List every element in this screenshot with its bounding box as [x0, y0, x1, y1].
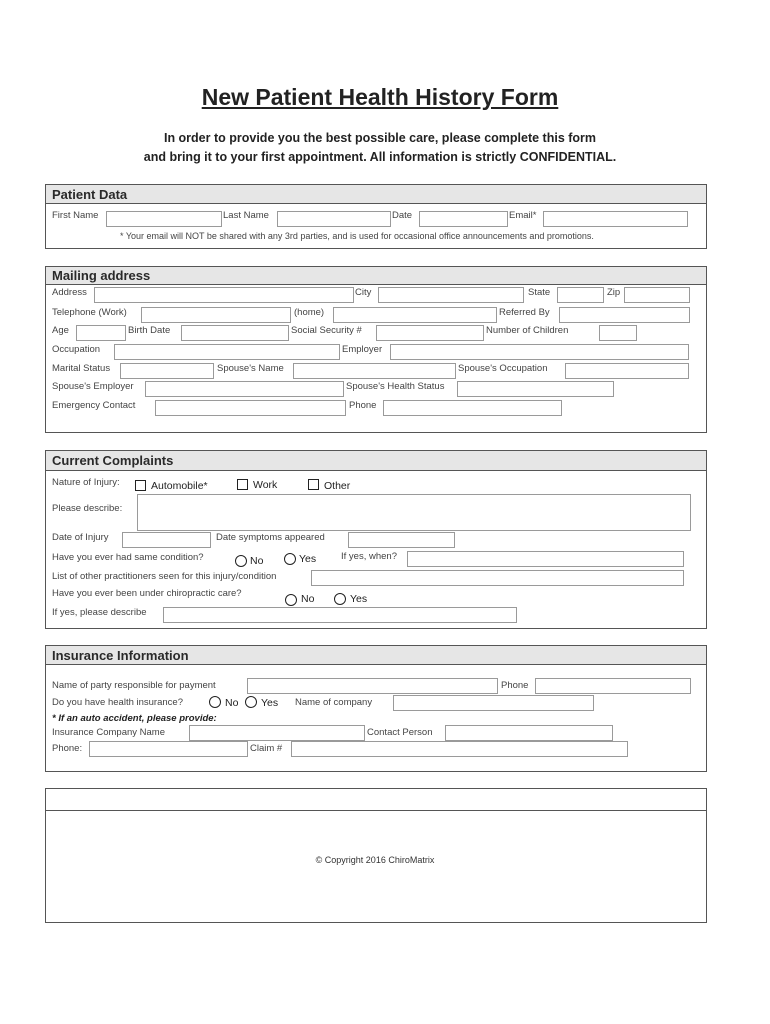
- spouse-employer-field[interactable]: [145, 381, 344, 397]
- employer-field[interactable]: [390, 344, 689, 360]
- spouse-name-label: Spouse's Name: [217, 363, 284, 374]
- first-name-field[interactable]: [106, 211, 222, 227]
- describe-field[interactable]: [137, 494, 691, 531]
- occupation-label: Occupation: [52, 344, 101, 355]
- referred-by-field[interactable]: [559, 307, 690, 323]
- employer-label: Employer: [342, 344, 383, 355]
- chiropractic-no-radio[interactable]: [285, 594, 297, 606]
- automobile-checkbox[interactable]: [135, 480, 146, 491]
- email-note: * Your email will NOT be shared with any 3rd parties, and is used for occasional office announcements and promotions.: [120, 231, 594, 241]
- work-label: Work: [253, 479, 278, 491]
- birth-date-field[interactable]: [181, 325, 289, 341]
- ssn-label: Social Security #: [291, 325, 362, 336]
- spouse-occupation-field[interactable]: [565, 363, 689, 379]
- birth-date-label: Birth Date: [128, 325, 171, 336]
- date-symptoms-field[interactable]: [348, 532, 455, 548]
- copyright-text: © Copyright 2016 ChiroMatrix: [315, 855, 435, 865]
- spouse-health-label: Spouse's Health Status: [346, 381, 445, 392]
- section-header-complaints: Current Complaints: [46, 451, 706, 471]
- health-insurance-no-label: No: [225, 697, 239, 709]
- insurance-company-field[interactable]: [189, 725, 365, 741]
- insurance-phone-label: Phone: [501, 680, 529, 691]
- emergency-contact-field[interactable]: [155, 400, 346, 416]
- marital-status-label: Marital Status: [52, 363, 111, 374]
- health-insurance-yes-label: Yes: [261, 697, 279, 709]
- page-title: New Patient Health History Form: [201, 84, 559, 110]
- date-symptoms-label: Date symptoms appeared: [216, 532, 325, 543]
- nature-of-injury-label: Nature of Injury:: [52, 477, 120, 488]
- patient-data-section: [45, 184, 707, 249]
- chiropractic-yes-radio[interactable]: [334, 593, 346, 605]
- same-condition-yes-label: Yes: [299, 553, 317, 565]
- responsible-party-label: Name of party responsible for payment: [52, 680, 216, 691]
- last-name-label: Last Name: [223, 210, 269, 221]
- city-field[interactable]: [378, 287, 524, 303]
- state-label: State: [528, 287, 551, 298]
- if-yes-describe-label: If yes, please describe: [52, 607, 147, 618]
- spouse-name-field[interactable]: [293, 363, 456, 379]
- zip-field[interactable]: [624, 287, 690, 303]
- chiropractic-care-label: Have you ever been under chiropractic care?: [52, 588, 242, 599]
- phone-colon-label: Phone:: [52, 743, 83, 754]
- if-yes-when-field[interactable]: [407, 551, 684, 567]
- date-label: Date: [392, 210, 413, 221]
- date-field[interactable]: [419, 211, 508, 227]
- responsible-party-field[interactable]: [247, 678, 498, 694]
- footer-header-bar: [46, 789, 706, 811]
- spouse-health-field[interactable]: [457, 381, 614, 397]
- ssn-field[interactable]: [376, 325, 484, 341]
- health-insurance-yes-radio[interactable]: [245, 696, 257, 708]
- insurance-company-label: Insurance Company Name: [52, 727, 165, 738]
- chiropractic-no-label: No: [301, 593, 315, 605]
- section-header-insurance: Insurance Information: [46, 646, 706, 665]
- insurance-phone-field[interactable]: [535, 678, 691, 694]
- insurance-contact-phone-field[interactable]: [89, 741, 248, 757]
- spouse-occupation-label: Spouse's Occupation: [458, 363, 548, 374]
- age-field[interactable]: [76, 325, 126, 341]
- marital-status-field[interactable]: [120, 363, 214, 379]
- other-label: Other: [324, 480, 351, 492]
- referred-by-label: Referred By: [499, 307, 550, 318]
- current-complaints-section: [45, 450, 707, 629]
- practitioners-field[interactable]: [311, 570, 684, 586]
- health-insurance-label: Do you have health insurance?: [52, 697, 183, 708]
- home-phone-field[interactable]: [333, 307, 497, 323]
- automobile-label: Automobile*: [151, 480, 208, 492]
- email-label: Email*: [509, 210, 537, 221]
- intro-line-1: In order to provide you the best possible care, please complete this form: [163, 131, 597, 145]
- work-checkbox[interactable]: [237, 479, 248, 490]
- company-name-label: Name of company: [295, 697, 373, 708]
- zip-label: Zip: [607, 287, 621, 298]
- same-condition-no-radio[interactable]: [235, 555, 247, 567]
- telephone-work-field[interactable]: [141, 307, 291, 323]
- city-label: City: [355, 287, 372, 298]
- claim-label: Claim #: [250, 743, 283, 754]
- health-insurance-no-radio[interactable]: [209, 696, 221, 708]
- insurance-section: [45, 645, 707, 772]
- please-describe-label: Please describe:: [52, 503, 123, 514]
- date-of-injury-label: Date of Injury: [52, 532, 109, 543]
- same-condition-no-label: No: [250, 555, 264, 567]
- num-children-field[interactable]: [599, 325, 637, 341]
- num-children-label: Number of Children: [486, 325, 569, 336]
- address-field[interactable]: [94, 287, 354, 303]
- age-label: Age: [52, 325, 69, 336]
- phone-label: Phone: [349, 400, 377, 411]
- same-condition-label: Have you ever had same condition?: [52, 552, 204, 563]
- last-name-field[interactable]: [277, 211, 391, 227]
- spouse-employer-label: Spouse's Employer: [52, 381, 134, 392]
- practitioners-label: List of other practitioners seen for this injury/condition: [52, 571, 277, 582]
- same-condition-yes-radio[interactable]: [284, 553, 296, 565]
- mailing-address-section: [45, 266, 707, 433]
- other-checkbox[interactable]: [308, 479, 319, 490]
- emergency-contact-label: Emergency Contact: [52, 400, 136, 411]
- emergency-phone-field[interactable]: [383, 400, 562, 416]
- email-field[interactable]: [543, 211, 688, 227]
- section-header-mailing: Mailing address: [46, 267, 706, 285]
- date-of-injury-field[interactable]: [122, 532, 211, 548]
- home-label: (home): [294, 307, 325, 318]
- claim-field[interactable]: [291, 741, 628, 757]
- company-name-field[interactable]: [393, 695, 594, 711]
- address-label: Address: [52, 287, 87, 298]
- contact-person-label: Contact Person: [367, 727, 433, 738]
- if-yes-describe-field[interactable]: [163, 607, 517, 623]
- auto-accident-note: * If an auto accident, please provide:: [52, 713, 217, 724]
- if-yes-when-label: If yes, when?: [341, 551, 397, 562]
- chiropractic-yes-label: Yes: [350, 593, 368, 605]
- intro-line-2: and bring it to your first appointment. All information is strictly CONFIDENTIAL.: [143, 150, 617, 164]
- telephone-work-label: Telephone (Work): [52, 307, 127, 318]
- contact-person-field[interactable]: [445, 725, 613, 741]
- section-header-patient-data: Patient Data: [46, 185, 706, 204]
- occupation-field[interactable]: [114, 344, 340, 360]
- state-field[interactable]: [557, 287, 604, 303]
- first-name-label: First Name: [52, 210, 99, 221]
